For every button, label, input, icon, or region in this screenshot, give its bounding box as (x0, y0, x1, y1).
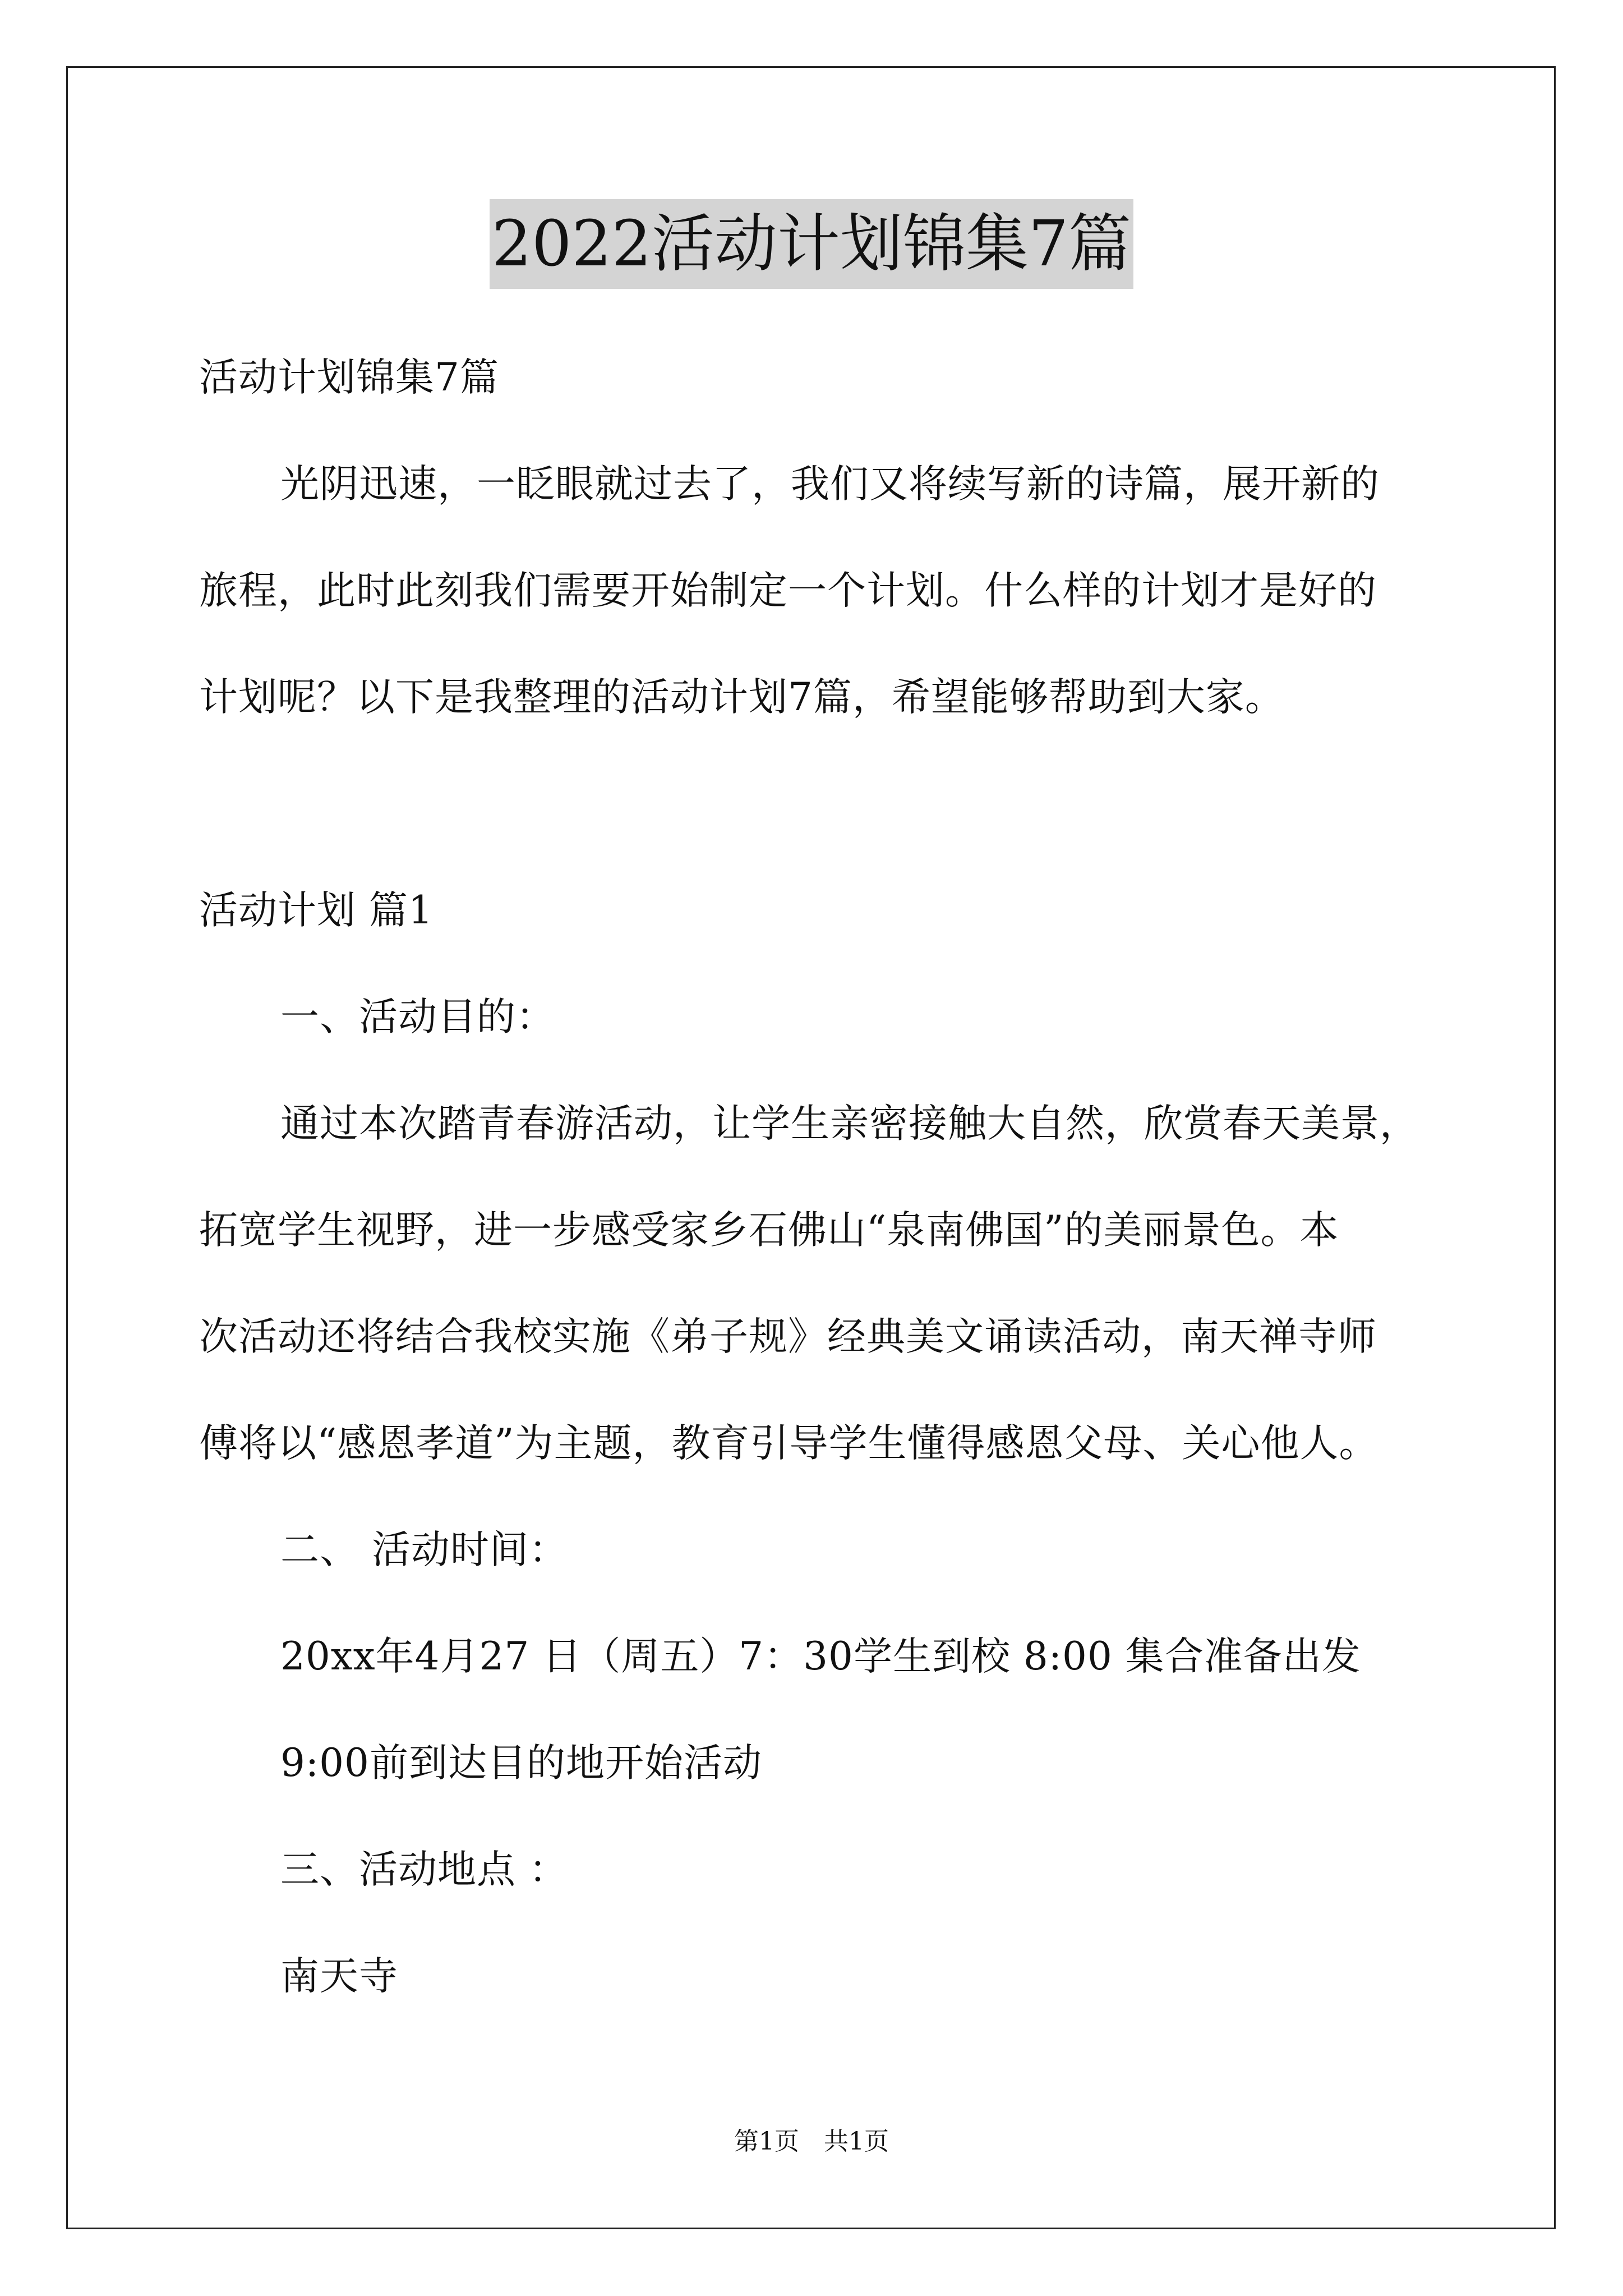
page-footer: 第1页 共1页 (734, 2127, 889, 2156)
purpose-line-2: 拓宽学生视野，进一步感受家乡石佛山“泉南佛国”的美丽景色。本 (199, 1208, 1339, 1253)
document-title: 2022活动计划锦集7篇 (490, 199, 1133, 289)
purpose-heading: 一、活动目的： (280, 995, 555, 1039)
place-heading: 三、活动地点 ： (280, 1847, 568, 1892)
document-subtitle: 活动计划锦集7篇 (199, 355, 499, 400)
place-body: 南天寺 (280, 1954, 398, 1999)
purpose-line-1: 通过本次踏青春游活动，让学生亲密接触大自然，欣赏春天美景， (280, 1101, 1419, 1146)
intro-line-2: 旅程，此时此刻我们需要开始制定一个计划。什么样的计划才是好的 (199, 568, 1377, 613)
intro-line-1: 光阴迅速，一眨眼就过去了，我们又将续写新的诗篇，展开新的 (280, 462, 1380, 507)
intro-line-3: 计划呢？以下是我整理的活动计划7篇，希望能够帮助到大家。 (199, 675, 1284, 720)
time-line-2: 9:00前到达目的地开始活动 (280, 1741, 762, 1786)
section-heading: 活动计划 篇1 (199, 888, 434, 933)
purpose-line-3: 次活动还将结合我校实施《弟子规》经典美文诵读活动，南天禅寺师 (199, 1314, 1377, 1359)
time-heading: 二、 活动时间： (280, 1527, 568, 1572)
title-container (0, 199, 1623, 289)
time-line-1: 20xx年4月27 日（周五）7：30学生到校 8:00 集合准备出发 (280, 1634, 1361, 1679)
purpose-line-4: 傅将以“感恩孝道”为主题，教育引导学生懂得感恩父母、关心他人。 (199, 1421, 1378, 1466)
